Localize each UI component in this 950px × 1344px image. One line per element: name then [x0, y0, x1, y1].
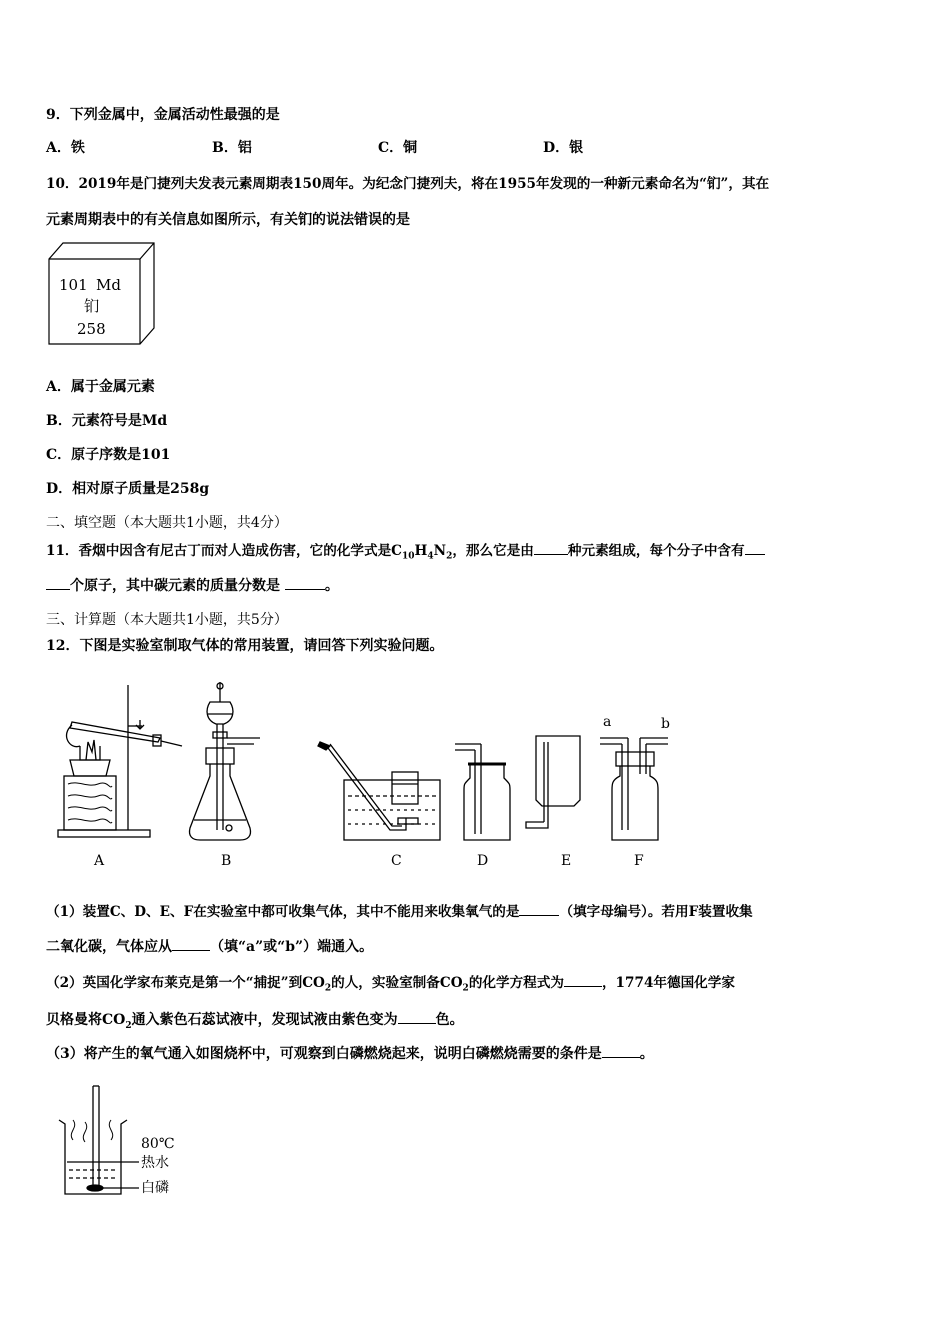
- q11-blank-atoms-b[interactable]: [46, 588, 70, 590]
- q12-blank-equation[interactable]: [564, 985, 602, 987]
- q11-line2: 个原子，其中碳元素的质量分数是 。: [46, 575, 339, 595]
- beaker-temp-label: 80℃: [141, 1136, 175, 1152]
- q11-line2-text: 个原子，其中碳元素的质量分数是: [70, 578, 285, 594]
- q10-option-a: A．属于金属元素: [46, 379, 155, 395]
- beaker-figure: [55, 1082, 195, 1202]
- nicotine-formula: $C_{10}H_4N_2$: [391, 543, 453, 562]
- label-e: E: [561, 853, 572, 869]
- apparatus-d: [455, 744, 510, 840]
- q12-blank-condition[interactable]: [602, 1056, 640, 1058]
- apparatus-e: [526, 736, 580, 828]
- q10-option-b: B．元素符号是Md: [46, 413, 168, 429]
- element-symbol: Md: [96, 276, 121, 294]
- q10-stem-line2: 元素周期表中的有关信息如图所示，有关钔的说法错误的是: [46, 212, 410, 228]
- q9-option-d: D．银: [543, 140, 584, 156]
- label-c: C: [391, 853, 402, 869]
- q12-sub2-line1: （2）英国化学家布莱克是第一个“捕捉”到$CO_2$的人，实验室制备$CO_2$的化学方程式为 ，1774年德国化学家: [46, 975, 735, 994]
- q11-part1: ，那么它是由: [452, 543, 534, 559]
- apparatus-a: [58, 685, 182, 837]
- q11-blank-atoms-a[interactable]: [745, 553, 765, 555]
- port-label-a: a: [603, 714, 612, 730]
- q11-line1: [46, 539, 765, 562]
- q11-part2: 种元素组成，每个分子中含有: [567, 543, 745, 559]
- q11-prefix: 11．香烟中因含有尼古丁而对人造成伤害，它的化学式是: [46, 543, 392, 559]
- q12-sub2-line2: 贝格曼将$CO_2$通入紫色石蕊试液中，发现试液由紫色变为 色。: [46, 1012, 464, 1031]
- q11-blank-elements[interactable]: [534, 553, 568, 555]
- q10-stem-line1: 10．2019年是门捷列夫发表元素周期表150周年。为纪念门捷列夫，将在1955年发现的一种新元素命名为“钔”，其在: [46, 176, 770, 192]
- label-b: B: [221, 853, 232, 869]
- element-mass: 258: [77, 320, 106, 338]
- q11-blank-mass-fraction[interactable]: [285, 588, 325, 590]
- q12-sub3: （3）将产生的氧气通入如图烧杯中，可观察到白磷燃烧起来，说明白磷燃烧需要的条件是 。: [46, 1046, 654, 1062]
- apparatus-b: [189, 682, 260, 840]
- port-label-b: b: [661, 716, 670, 732]
- q9-option-a: A．铁: [46, 140, 85, 156]
- q12-blank-sub1-b[interactable]: [172, 949, 210, 951]
- q10-option-c: C．原子序数是101: [46, 447, 171, 463]
- q12-blank-sub1-a[interactable]: [519, 914, 559, 916]
- q9-option-c: C．铜: [378, 140, 418, 156]
- q10-option-d: D．相对原子质量是258g: [46, 481, 210, 497]
- label-f: F: [634, 853, 644, 869]
- q12-stem: 12．下图是实验室制取气体的常用装置，请回答下列实验问题。: [46, 638, 444, 654]
- element-name: 钔: [84, 297, 100, 315]
- q12-sub1-line1: （1）装置C、D、E、F在实验室中都可收集气体，其中不能用来收集氧气的是 （填字母编号）。若用F装置收集: [46, 904, 753, 920]
- q12-sub1-line2: 二氧化碳，气体应从 （填“a”或“b”）端通入。: [46, 939, 374, 955]
- beaker-water-label: 热水: [141, 1155, 169, 1171]
- element-cell-figure: [44, 240, 158, 346]
- q9-stem: 9．下列金属中，金属活动性最强的是: [46, 107, 280, 123]
- section2-heading: 二、填空题（本大题共1小题，共4分）: [46, 515, 288, 531]
- element-number: 101: [59, 276, 88, 294]
- apparatus-figure: [50, 680, 690, 880]
- label-a: A: [94, 853, 105, 869]
- label-d: D: [477, 853, 489, 869]
- q12-blank-color[interactable]: [398, 1022, 436, 1024]
- section3-heading: 三、计算题（本大题共1小题，共5分）: [46, 612, 288, 628]
- apparatus-f: [600, 738, 668, 840]
- apparatus-c: [318, 742, 440, 840]
- beaker-phosphorus-label: 白磷: [141, 1180, 169, 1196]
- q9-option-b: B．铝: [212, 140, 252, 156]
